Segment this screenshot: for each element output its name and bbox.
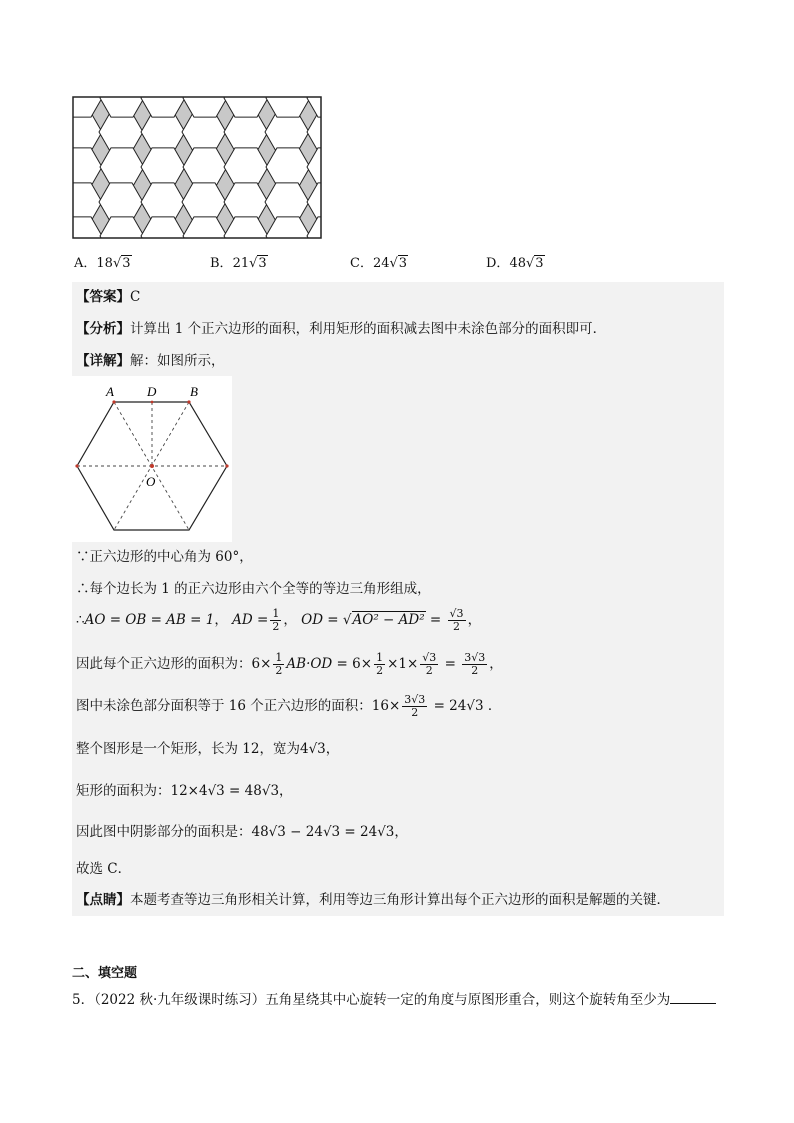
label-b: B <box>190 384 198 399</box>
answer-tag: 【答案】 <box>76 289 130 305</box>
choice-c[interactable] <box>350 252 408 271</box>
sqrt-sign: √3 <box>525 256 544 271</box>
line-six-triangles: ∴每个边长为 1 的正六边形由六个全等的等边三角形组成， <box>76 581 431 597</box>
radicand: 3 <box>258 256 267 271</box>
ad-label: AD = <box>232 612 269 628</box>
point-text: 本题考查等边三角形相关计算，利用等边三角形计算出每个正六边形的面积是解题的关键． <box>130 892 670 908</box>
hexagon-star-tiling-figure <box>72 96 322 239</box>
rect-area-text: 矩形的面积为： <box>76 783 171 799</box>
unshaded-area-text: 图中未涂色部分面积等于 16 个正六边形的面积： <box>76 698 372 714</box>
analysis-line <box>76 320 606 338</box>
line-rect-dims: 整个图形是一个矩形，长为 12，宽为4√3， <box>76 741 340 757</box>
point-line <box>76 891 670 909</box>
section-title: 二、填空题 <box>72 966 138 981</box>
hexagon-diagram <box>72 376 232 542</box>
fraction-one-half: $\frac{1}{2}$ <box>272 607 280 633</box>
detail-tag: 【详解】 <box>76 353 130 369</box>
hex-area-text: 因此每个正六边形的面积为： <box>76 656 252 672</box>
shaded-area-text: 因此图中阴影部分的面积是： <box>76 824 252 840</box>
radicand: 3 <box>122 256 131 271</box>
analysis-tag: 【分析】 <box>76 321 130 337</box>
answer-line <box>76 288 140 306</box>
choice-letter: A． <box>74 256 97 271</box>
choice-letter: D． <box>486 256 510 271</box>
solution-block <box>72 282 724 916</box>
line-shaded-area: 因此图中阴影部分的面积是：48√3 − 24√3 = 24√3， <box>76 824 408 840</box>
answer-value: C <box>130 289 141 305</box>
analysis-text: 计算出 1 个正六边形的面积，利用矩形的面积减去图中未涂色部分的面积即可． <box>130 321 607 337</box>
choice-a[interactable] <box>74 252 132 271</box>
question-5 <box>72 988 716 1008</box>
sqrt-sign: √3 <box>389 256 408 271</box>
sqrt-sign: √3 <box>249 256 267 271</box>
question-5-text: 5．（2022 秋·九年级课时练习）五角星绕其中心旋转一定的角度与原图形重合，则这个旋转角至少为 <box>72 992 671 1008</box>
line-central-angle: ∵正六边形的中心角为 60°， <box>76 549 253 565</box>
choice-letter: B． <box>210 256 233 271</box>
answer-blank[interactable] <box>670 991 716 1004</box>
choice-b[interactable] <box>210 252 268 271</box>
choice-letter: C． <box>350 256 373 271</box>
label-a: A <box>106 384 114 399</box>
line-rect-area: 矩形的面积为：12×4√3 = 48√3， <box>76 783 293 799</box>
sqrt-sign: √AO² − AD² <box>342 612 425 628</box>
line-choose: 故选 C． <box>76 861 132 877</box>
sqrt-sign: √3 <box>112 256 131 271</box>
detail-text: 解：如图所示， <box>130 353 225 369</box>
therefore-symbol: ∴ <box>76 612 85 628</box>
choice-d[interactable] <box>486 252 545 271</box>
radicand: 3 <box>535 256 544 271</box>
point-tag: 【点睛】 <box>76 892 130 908</box>
choice-list <box>74 252 724 272</box>
choice-coef: 21 <box>232 256 250 271</box>
radicand: AO² − AD² <box>352 612 425 628</box>
fraction-sqrt3-over-2: $\frac{√3}{2}$ <box>449 607 464 633</box>
line-unshaded-area: 图中未涂色部分面积等于 16 个正六边形的面积：16× $\frac{3√3}{2}$ = 24√3 ． <box>76 693 502 719</box>
equal-sides-eq: AO = OB = AB = 1 <box>84 612 215 628</box>
radicand: 3 <box>398 256 408 271</box>
choice-coef: 18 <box>96 256 113 271</box>
rect-dims-text: 整个图形是一个矩形，长为 12，宽为 <box>76 741 300 757</box>
label-o: O <box>146 474 156 489</box>
detail-line <box>76 352 225 370</box>
line-hex-area: 因此每个正六边形的面积为：6× $\frac{1}{2}$ AB·OD = 6× $\frac{1}{2}$ ×1× $\frac{√3}{2}$ = $\frac{3√3}{2}$ ， <box>76 651 503 677</box>
choice-coef: 48 <box>509 256 526 271</box>
label-d: D <box>147 384 157 399</box>
od-label: OD = <box>301 612 339 628</box>
choice-coef: 24 <box>372 256 390 271</box>
line-lengths: ∴AO = OB = AB = 1， AD = $\frac{1}{2}$ ， OD = √AO² − AD² = $\frac{√3}{2}$ ， <box>76 607 482 633</box>
